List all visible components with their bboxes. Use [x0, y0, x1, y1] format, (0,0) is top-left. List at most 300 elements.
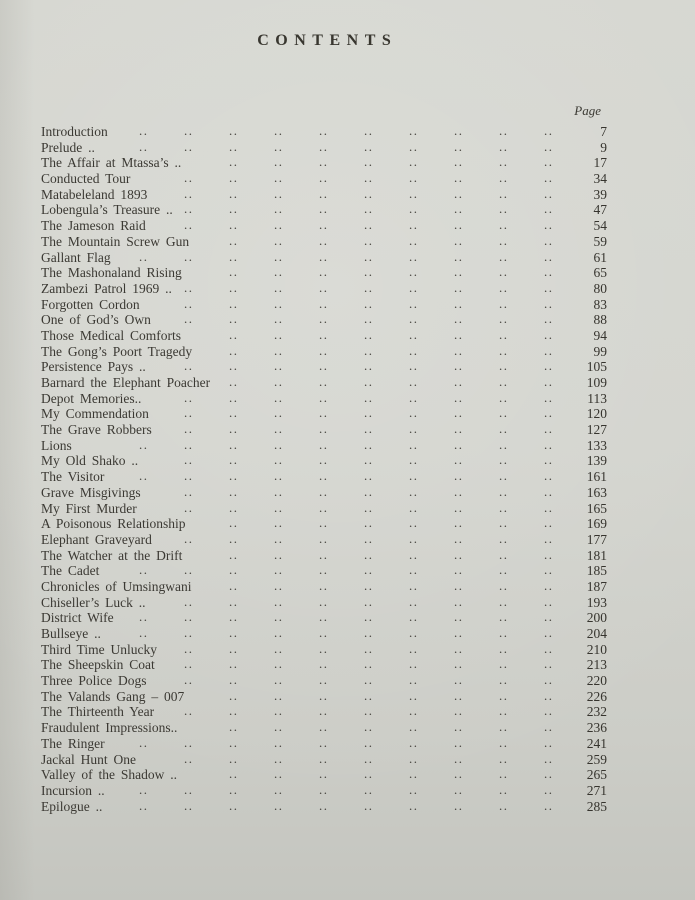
chapter-title: The Jameson Raid — [41, 218, 146, 234]
dot-leader: .. — [184, 405, 194, 421]
dot-leader: .. — [544, 530, 554, 546]
dot-leader: .. — [274, 185, 284, 201]
dot-leader: .. — [274, 562, 284, 578]
dot-leader: .. — [229, 295, 239, 311]
dot-leader: .. — [499, 185, 509, 201]
chapter-title: Forgotten Cordon — [41, 296, 140, 312]
toc-entry — [41, 406, 607, 422]
dot-leader: .. — [319, 326, 329, 342]
dot-leader: .. — [544, 562, 554, 578]
chapter-title: Barnard the Elephant Poacher — [41, 375, 211, 390]
dot-leader: .. — [499, 483, 509, 499]
page-number: 88 — [593, 312, 607, 328]
dot-leader: .. — [139, 248, 149, 264]
chapter-title: Grave Misgivings — [41, 484, 141, 500]
dot-leader: .. — [319, 389, 329, 405]
dot-leader: .. — [274, 530, 284, 546]
dot-leader: .. — [274, 358, 284, 374]
chapter-title: My First Murder — [41, 500, 137, 516]
dot-leader: .. — [319, 656, 329, 672]
dot-leader: .. — [184, 248, 194, 264]
dot-leader: .. — [409, 421, 419, 437]
dot-leader: .. — [184, 483, 194, 499]
dot-leader: .. — [229, 358, 239, 374]
dot-leader: .. — [364, 562, 374, 578]
dot-leader: .. — [184, 185, 194, 201]
dot-leader: .. — [409, 342, 419, 358]
dot-leader: .. — [499, 436, 509, 452]
dot-leader: .. — [499, 593, 509, 609]
dot-leader: .. — [454, 405, 464, 421]
dot-leader: .. — [229, 170, 239, 186]
dot-leader: .. — [229, 185, 239, 201]
dot-leader: .. — [319, 185, 329, 201]
dot-leader: .. — [454, 264, 464, 280]
dot-leader: .. — [184, 217, 194, 233]
dot-leader: .. — [499, 358, 509, 374]
dot-leader: .. — [454, 201, 464, 217]
dot-leader: .. — [454, 170, 464, 186]
chapter-title: The Sheepskin Coat — [41, 657, 155, 673]
dot-leader: .. — [229, 593, 239, 609]
toc-entry — [41, 187, 607, 203]
dot-leader: .. — [184, 640, 194, 656]
toc-entry — [41, 720, 607, 736]
dot-leader: .. — [544, 185, 554, 201]
dot-leader: .. — [544, 232, 554, 248]
page-number: 200 — [586, 610, 607, 626]
toc-entry — [41, 642, 607, 658]
dot-leader: .. — [499, 264, 509, 280]
dot-leader: .. — [454, 248, 464, 264]
dot-leader: .. — [454, 358, 464, 374]
dot-leader: .. — [409, 436, 419, 452]
toc-entry — [41, 610, 607, 626]
dot-leader: .. — [499, 389, 509, 405]
dot-leader: .. — [319, 358, 329, 374]
dot-leader: .. — [274, 326, 284, 342]
dot-leader: .. — [499, 123, 509, 138]
dot-leader: .. — [274, 374, 284, 389]
dot-leader: .. — [364, 421, 374, 437]
dot-leader: .. — [229, 201, 239, 217]
dot-leader: .. — [229, 232, 239, 248]
chapter-title: Fraudulent Impressions.. — [41, 720, 178, 736]
toc-entry — [41, 265, 607, 281]
page-number: 185 — [586, 563, 607, 579]
dot-leader: .. — [229, 797, 239, 813]
chapter-title: District Wife — [41, 610, 114, 626]
dot-leader: .. — [544, 734, 554, 750]
dot-leader: .. — [319, 311, 329, 327]
dot-leader: .. — [544, 766, 554, 782]
chapter-title: Conducted Tour — [41, 171, 131, 187]
dot-leader: .. — [274, 342, 284, 358]
dot-leader: .. — [409, 577, 419, 593]
page-number: 7 — [600, 124, 607, 139]
dot-leader: .. — [229, 264, 239, 280]
chapter-title: Bullseye .. — [41, 626, 101, 641]
dot-leader: .. — [229, 248, 239, 264]
dot-leader: .. — [544, 452, 554, 468]
dot-leader: .. — [499, 797, 509, 813]
dot-leader: .. — [274, 625, 284, 640]
dot-leader: .. — [319, 797, 329, 813]
dot-leader: .. — [274, 672, 284, 688]
toc-entry — [41, 155, 607, 171]
dot-leader: .. — [409, 154, 419, 170]
chapter-title: The Mashonaland Rising — [41, 265, 182, 281]
dot-leader: .. — [499, 625, 509, 640]
dot-leader: .. — [229, 750, 239, 766]
dot-leader: .. — [274, 640, 284, 656]
dot-leader: .. — [544, 295, 554, 311]
page-number: 99 — [593, 343, 607, 359]
page-number: 220 — [586, 673, 607, 689]
dot-leader: .. — [274, 232, 284, 248]
page-number: 39 — [593, 186, 607, 202]
dot-leader: .. — [319, 436, 329, 452]
toc-entry — [41, 312, 607, 328]
dot-leader: .. — [364, 279, 374, 295]
dot-leader: .. — [184, 797, 194, 813]
dot-leader: .. — [229, 546, 239, 562]
dot-leader: .. — [184, 656, 194, 672]
dot-leader: .. — [274, 436, 284, 452]
dot-leader: .. — [319, 515, 329, 531]
dot-leader: .. — [364, 609, 374, 625]
dot-leader: .. — [454, 750, 464, 766]
toc-entry — [41, 344, 607, 360]
dot-leader: .. — [319, 719, 329, 735]
toc-entry — [41, 783, 607, 799]
dot-leader: .. — [454, 295, 464, 311]
dot-leader: .. — [364, 326, 374, 342]
chapter-title: Gallant Flag — [41, 249, 111, 265]
chapter-title: Lobengula’s Treasure .. — [41, 202, 173, 218]
page-number: 271 — [586, 782, 607, 798]
toc-entry — [41, 234, 607, 250]
dot-leader: .. — [544, 468, 554, 484]
dot-leader: .. — [139, 436, 149, 452]
dot-leader: .. — [499, 201, 509, 217]
dot-leader: .. — [184, 562, 194, 578]
toc-entry — [41, 657, 607, 673]
dot-leader: .. — [274, 546, 284, 562]
dot-leader: .. — [229, 389, 239, 405]
dot-leader: .. — [499, 311, 509, 327]
dot-leader: .. — [319, 483, 329, 499]
dot-leader: .. — [364, 405, 374, 421]
dot-leader: .. — [184, 170, 194, 186]
dot-leader: .. — [229, 311, 239, 327]
dot-leader: .. — [544, 687, 554, 703]
dot-leader: .. — [274, 154, 284, 170]
dot-leader: .. — [499, 640, 509, 656]
dot-leader: .. — [544, 797, 554, 813]
page-number: 47 — [593, 202, 607, 218]
dot-leader: .. — [364, 546, 374, 562]
dot-leader: .. — [229, 625, 239, 640]
dot-leader: .. — [229, 656, 239, 672]
dot-leader: .. — [409, 672, 419, 688]
dot-leader: .. — [499, 577, 509, 593]
dot-leader: .. — [184, 436, 194, 452]
dot-leader: .. — [544, 499, 554, 515]
toc-entry — [41, 673, 607, 689]
chapter-title: The Grave Robbers — [41, 422, 152, 438]
page-number: 139 — [586, 453, 607, 469]
dot-leader: .. — [364, 138, 374, 154]
dot-leader: .. — [184, 703, 194, 719]
dot-leader: .. — [139, 562, 149, 578]
dot-leader: .. — [544, 358, 554, 374]
page-number: 17 — [593, 155, 607, 171]
dot-leader: .. — [364, 593, 374, 609]
chapter-title: Prelude .. — [41, 139, 95, 155]
dot-leader: .. — [454, 546, 464, 562]
dot-leader: .. — [364, 170, 374, 186]
dot-leader: .. — [409, 232, 419, 248]
dot-leader: .. — [184, 750, 194, 766]
page-number: 265 — [586, 767, 607, 783]
dot-leader: .. — [544, 248, 554, 264]
dot-leader: .. — [274, 248, 284, 264]
dot-leader: .. — [229, 672, 239, 688]
dot-leader: .. — [499, 170, 509, 186]
dot-leader: .. — [499, 672, 509, 688]
dot-leader: .. — [454, 123, 464, 138]
dot-leader: .. — [454, 483, 464, 499]
dot-leader: .. — [364, 499, 374, 515]
dot-leader: .. — [319, 625, 329, 640]
dot-leader: .. — [364, 452, 374, 468]
dot-leader: .. — [544, 279, 554, 295]
dot-leader: .. — [364, 656, 374, 672]
dot-leader: .. — [229, 562, 239, 578]
dot-leader: .. — [364, 217, 374, 233]
dot-leader: .. — [544, 217, 554, 233]
toc-entry — [41, 516, 607, 532]
dot-leader: .. — [409, 217, 419, 233]
page-number: 210 — [586, 641, 607, 657]
dot-leader: .. — [409, 452, 419, 468]
dot-leader: .. — [184, 781, 194, 797]
dot-leader: .. — [409, 593, 419, 609]
dot-leader: .. — [454, 687, 464, 703]
dot-leader: .. — [499, 656, 509, 672]
dot-leader: .. — [184, 672, 194, 688]
dot-leader: .. — [274, 389, 284, 405]
dot-leader: .. — [364, 358, 374, 374]
dot-leader: .. — [364, 703, 374, 719]
dot-leader: .. — [319, 687, 329, 703]
dot-leader: .. — [364, 483, 374, 499]
dot-leader: .. — [229, 609, 239, 625]
dot-leader: .. — [409, 530, 419, 546]
dot-leader: .. — [364, 530, 374, 546]
dot-leader: .. — [499, 703, 509, 719]
toc-entry — [41, 548, 607, 564]
dot-leader: .. — [319, 405, 329, 421]
dot-leader: .. — [229, 530, 239, 546]
dot-leader: .. — [454, 766, 464, 782]
dot-leader: .. — [409, 719, 419, 735]
dot-leader: .. — [454, 797, 464, 813]
dot-leader: .. — [319, 468, 329, 484]
dot-leader: .. — [229, 326, 239, 342]
dot-leader: .. — [499, 217, 509, 233]
dot-leader: .. — [184, 609, 194, 625]
page-number: 193 — [586, 594, 607, 610]
dot-leader: .. — [184, 421, 194, 437]
dot-leader: .. — [364, 766, 374, 782]
dot-leader: .. — [364, 123, 374, 138]
dot-leader: .. — [319, 640, 329, 656]
dot-leader: .. — [409, 389, 419, 405]
page-number: 226 — [586, 688, 607, 704]
dot-leader: .. — [274, 295, 284, 311]
page-number: 213 — [586, 657, 607, 673]
dot-leader: .. — [229, 154, 239, 170]
dot-leader: .. — [499, 750, 509, 766]
dot-leader: .. — [274, 123, 284, 138]
dot-leader: .. — [364, 232, 374, 248]
dot-leader: .. — [364, 719, 374, 735]
page-number: 165 — [586, 500, 607, 516]
dot-leader: .. — [139, 797, 149, 813]
dot-leader: .. — [229, 687, 239, 703]
page-number: 204 — [586, 626, 607, 641]
dot-leader: .. — [454, 499, 464, 515]
dot-leader: .. — [364, 750, 374, 766]
dot-leader: .. — [409, 750, 419, 766]
chapter-title: Those Medical Comforts — [41, 327, 181, 343]
dot-leader: .. — [409, 358, 419, 374]
dot-leader: .. — [409, 295, 419, 311]
dot-leader: .. — [274, 138, 284, 154]
toc-entry — [41, 359, 607, 375]
toc-entry — [41, 281, 607, 297]
page-number: 65 — [593, 265, 607, 281]
dot-leader: .. — [544, 154, 554, 170]
page-number: 187 — [586, 578, 607, 594]
dot-leader: .. — [499, 342, 509, 358]
toc-entry — [41, 767, 607, 783]
toc-entry — [41, 171, 607, 187]
dot-leader: .. — [184, 138, 194, 154]
page-number: 285 — [586, 798, 607, 814]
dot-leader: .. — [454, 232, 464, 248]
toc-entry — [41, 328, 607, 344]
page-number: 120 — [586, 406, 607, 422]
dot-leader: .. — [274, 750, 284, 766]
page-number: 133 — [586, 437, 607, 453]
dot-leader: .. — [409, 625, 419, 640]
dot-leader: .. — [364, 625, 374, 640]
dot-leader: .. — [499, 515, 509, 531]
dot-leader: .. — [499, 530, 509, 546]
dot-leader: .. — [409, 515, 419, 531]
page-number: 181 — [586, 547, 607, 563]
dot-leader: .. — [544, 625, 554, 640]
dot-leader: .. — [319, 342, 329, 358]
chapter-title: Epilogue .. — [41, 798, 103, 814]
dot-leader: .. — [544, 593, 554, 609]
dot-leader: .. — [499, 405, 509, 421]
dot-leader: .. — [544, 421, 554, 437]
dot-leader: .. — [544, 781, 554, 797]
chapter-title: Persistence Pays .. — [41, 359, 146, 375]
dot-leader: .. — [364, 295, 374, 311]
dot-leader: .. — [364, 154, 374, 170]
page-number: 105 — [586, 359, 607, 375]
dot-leader: .. — [364, 185, 374, 201]
dot-leader: .. — [544, 672, 554, 688]
page-number: 161 — [586, 469, 607, 485]
page-number: 163 — [586, 484, 607, 500]
dot-leader: .. — [319, 766, 329, 782]
dot-leader: .. — [319, 750, 329, 766]
dot-leader: .. — [184, 279, 194, 295]
chapter-title: The Mountain Screw Gun — [41, 233, 190, 249]
dot-leader: .. — [229, 138, 239, 154]
dot-leader: .. — [364, 468, 374, 484]
dot-leader: .. — [409, 703, 419, 719]
dot-leader: .. — [544, 389, 554, 405]
dot-leader: .. — [544, 326, 554, 342]
dot-leader: .. — [499, 546, 509, 562]
dot-leader: .. — [544, 405, 554, 421]
dot-leader: .. — [274, 781, 284, 797]
dot-leader: .. — [274, 656, 284, 672]
page-number: 232 — [586, 704, 607, 720]
dot-leader: .. — [274, 797, 284, 813]
dot-leader: .. — [544, 750, 554, 766]
dot-leader: .. — [409, 405, 419, 421]
dot-leader: .. — [319, 248, 329, 264]
dot-leader: .. — [499, 781, 509, 797]
dot-leader: .. — [319, 577, 329, 593]
dot-leader: .. — [229, 483, 239, 499]
page-number: 94 — [593, 327, 607, 343]
dot-leader: .. — [409, 248, 419, 264]
dot-leader: .. — [454, 577, 464, 593]
dot-leader: .. — [319, 452, 329, 468]
dot-leader: .. — [229, 499, 239, 515]
dot-leader: .. — [454, 703, 464, 719]
dot-leader: .. — [229, 279, 239, 295]
dot-leader: .. — [454, 625, 464, 640]
toc-entry — [41, 736, 607, 752]
page-number: 241 — [586, 735, 607, 751]
chapter-title: My Old Shako .. — [41, 453, 139, 469]
dot-leader: .. — [184, 123, 194, 138]
dot-leader: .. — [319, 279, 329, 295]
dot-leader: .. — [409, 687, 419, 703]
dot-leader: .. — [229, 640, 239, 656]
dot-leader: .. — [409, 468, 419, 484]
chapter-title: The Watcher at the Drift — [41, 547, 183, 563]
dot-leader: .. — [544, 123, 554, 138]
page-number: 34 — [593, 171, 607, 187]
chapter-title: Lions — [41, 437, 72, 453]
toc-entry — [41, 485, 607, 501]
dot-leader: .. — [184, 201, 194, 217]
dot-leader: .. — [454, 530, 464, 546]
dot-leader: .. — [454, 656, 464, 672]
dot-leader: .. — [184, 593, 194, 609]
